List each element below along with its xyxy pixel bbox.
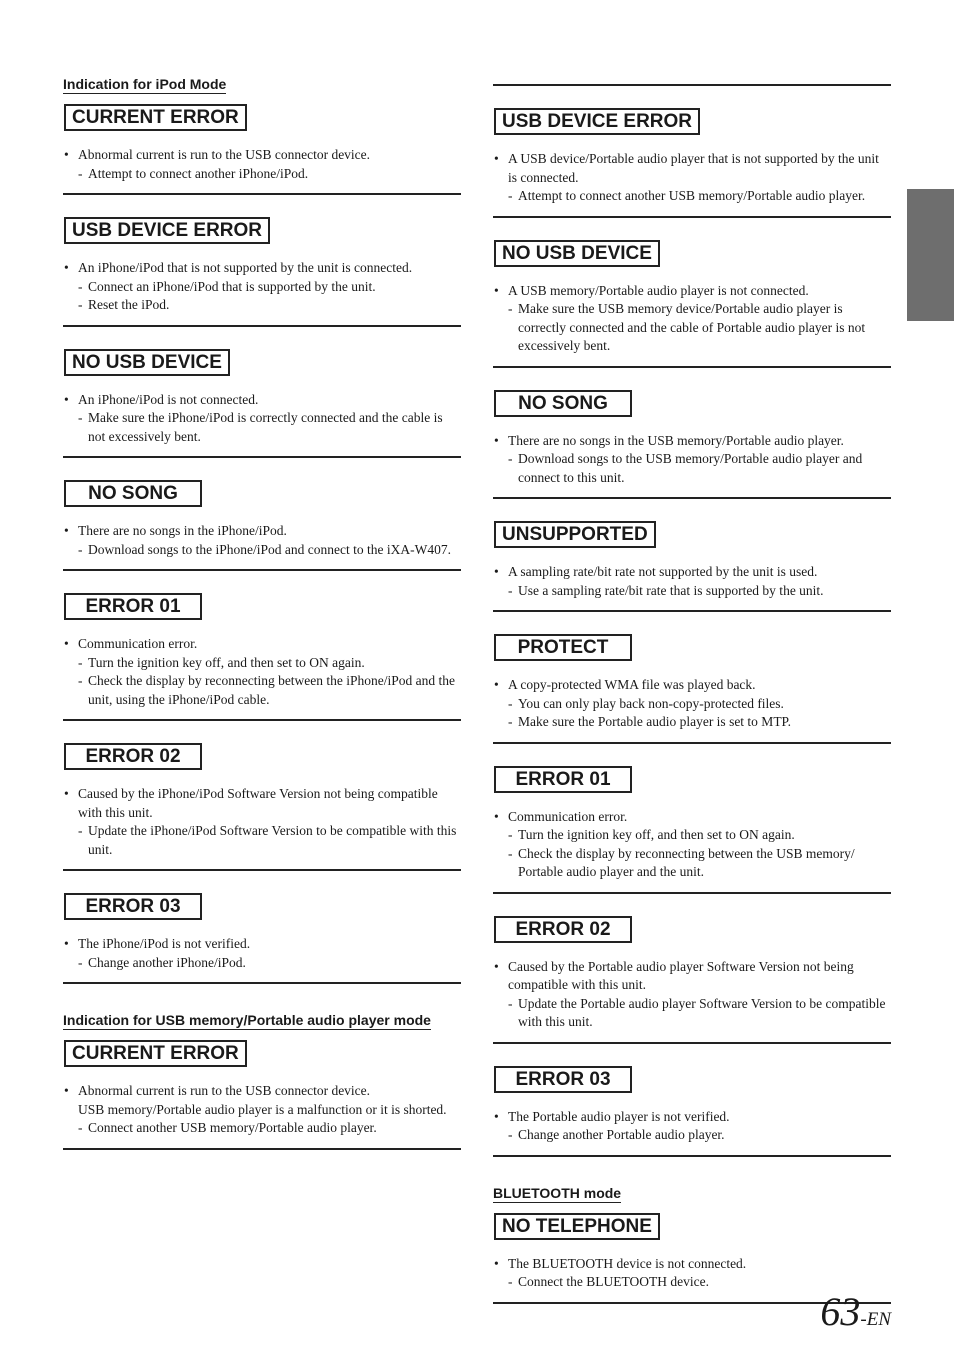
remedy-text: Attempt to connect another iPhone/iPod.: [88, 165, 309, 181]
cause-item: [63, 1082, 461, 1138]
bullet-icon: •: [494, 432, 499, 448]
remedy-text: Update the iPhone/iPod Software Version to be compatible with this unit.: [88, 823, 457, 857]
dash-marker: -: [78, 654, 83, 670]
bullet-icon: •: [494, 1108, 499, 1124]
cause-text: Abnormal current is run to the USB connector device.: [78, 147, 371, 162]
remedy-text: Download songs to the USB memory/Portable audio player and connect to this unit.: [518, 451, 863, 485]
usb-sections-left: [63, 1030, 461, 1150]
cause-text: An iPhone/iPod is not connected.: [78, 391, 259, 407]
remedy-item: [508, 582, 891, 601]
dash-marker: -: [78, 541, 83, 557]
remedy-item: [78, 541, 461, 560]
message-section: [63, 721, 461, 871]
remedy-item: [508, 995, 891, 1032]
right-column: [493, 84, 891, 1304]
dash-marker: -: [508, 301, 513, 316]
cause-text: There are no songs in the iPhone/iPod.: [78, 523, 287, 538]
dash-marker: -: [508, 695, 513, 711]
bullet-icon: •: [494, 677, 499, 692]
remedy-text: Check the display by reconnecting between the iPhone/iPod and the unit, using the iPhone/iPod cable.: [88, 673, 456, 707]
error-code-box: NO SONG: [494, 390, 632, 417]
bullet-icon: •: [64, 1083, 69, 1098]
message-section: [493, 218, 891, 368]
message-section: [63, 571, 461, 721]
error-code-box: NO TELEPHONE: [494, 1213, 660, 1240]
cause-item: [63, 391, 461, 447]
error-code-box: ERROR 02: [64, 743, 202, 770]
cause-extra-text: USB memory/Portable audio player is a malfunction or it is shorted.: [78, 1101, 447, 1117]
cause-text: A sampling rate/bit rate not supported by the unit is used.: [508, 564, 818, 579]
cause-list: [493, 432, 891, 488]
cause-text: The iPhone/iPod is not verified.: [78, 936, 251, 951]
ipod-mode-heading: Indication for iPod Mode: [63, 76, 227, 92]
cause-item: [493, 150, 891, 206]
remedy-item: [508, 187, 891, 206]
cause-item: [63, 522, 461, 559]
cause-list: [63, 635, 461, 709]
remedy-item: [78, 165, 461, 184]
bullet-icon: •: [64, 636, 69, 651]
remedy-item: [78, 296, 461, 315]
error-code-box: NO USB DEVICE: [494, 240, 660, 267]
cause-list: [63, 146, 461, 183]
side-tab-marker: [907, 189, 954, 321]
cause-text: A USB device/Portable audio player that is not supported by the unit is connected.: [508, 151, 879, 185]
cause-item: [493, 282, 891, 356]
error-code-box: ERROR 03: [64, 893, 202, 920]
remedy-text: Reset the iPod.: [88, 297, 170, 312]
remedy-item: [508, 450, 891, 487]
message-section: [63, 1030, 461, 1150]
dash-marker: -: [78, 673, 83, 688]
cause-text: The Portable audio player is not verified.: [508, 1108, 730, 1124]
remedy-text: Connect another USB memory/Portable audio player.: [88, 1120, 377, 1135]
cause-item: [493, 563, 891, 600]
cause-list: [63, 935, 461, 972]
cause-item: [63, 259, 461, 315]
bluetooth-mode-heading: BLUETOOTH mode: [493, 1184, 622, 1201]
cause-item: [493, 676, 891, 732]
dash-marker: -: [78, 165, 83, 181]
remedy-text: Make sure the iPhone/iPod is correctly connected and the cable is not excessively bent.: [88, 410, 443, 444]
error-code-box: ERROR 03: [494, 1066, 632, 1093]
cause-list: [493, 563, 891, 600]
error-code-box: NO SONG: [64, 480, 202, 507]
dash-marker: -: [508, 827, 513, 842]
cause-list: [493, 282, 891, 356]
cause-list: [493, 958, 891, 1032]
remedy-text: Turn the ignition key off, and then set to ON again.: [88, 654, 365, 670]
cause-list: [493, 1255, 891, 1292]
error-code-box: CURRENT ERROR: [64, 104, 247, 131]
cause-item: [63, 935, 461, 972]
message-section: [493, 1044, 891, 1157]
page-number-value: 63: [820, 1289, 861, 1334]
remedy-text: Check the display by reconnecting between the USB memory/ Portable audio player and the unit.: [518, 845, 855, 879]
cause-list: [493, 150, 891, 206]
cause-item: [63, 146, 461, 183]
cause-list: [63, 391, 461, 447]
error-code-box: USB DEVICE ERROR: [64, 217, 270, 244]
dash-marker: -: [508, 845, 513, 861]
remedy-text: Use a sampling rate/bit rate that is supported by the unit.: [518, 582, 824, 598]
remedy-item: [78, 409, 461, 446]
ipod-sections: [63, 94, 461, 984]
remedy-list: [508, 582, 891, 601]
cause-list: [63, 522, 461, 559]
remedy-list: [78, 165, 461, 184]
cause-text: Communication error.: [78, 636, 198, 651]
bullet-icon: •: [64, 260, 69, 275]
bullet-icon: •: [64, 523, 69, 538]
cause-text: A copy-protected WMA file was played back.: [508, 677, 756, 692]
usb-sections-right: [493, 86, 891, 1157]
error-code-box: ERROR 01: [64, 593, 202, 620]
bullet-icon: •: [64, 786, 69, 801]
remedy-list: [508, 995, 891, 1032]
dash-marker: -: [508, 995, 513, 1011]
remedy-text: Make sure the USB memory device/Portable audio player is correctly connected and the cable of Portable audio player is not excessively bent.: [518, 301, 866, 353]
bullet-icon: •: [494, 808, 499, 824]
remedy-text: Change another Portable audio player.: [518, 1127, 725, 1142]
remedy-list: [78, 822, 461, 859]
cause-item: [493, 958, 891, 1032]
message-section: [493, 368, 891, 500]
remedy-text: Attempt to connect another USB memory/Portable audio player.: [518, 188, 866, 203]
bullet-icon: •: [494, 282, 499, 298]
cause-text: A USB memory/Portable audio player is not connected.: [508, 282, 809, 298]
remedy-item: [508, 1126, 891, 1145]
remedy-list: [508, 187, 891, 206]
dash-marker: -: [508, 451, 513, 466]
dash-marker: -: [78, 954, 83, 970]
remedy-text: Update the Portable audio player Software Version to be compatible with this unit.: [518, 995, 886, 1029]
remedy-list: [78, 409, 461, 446]
error-code-box: PROTECT: [494, 634, 632, 661]
cause-text: An iPhone/iPod that is not supported by the unit is connected.: [78, 260, 413, 275]
dash-marker: -: [508, 188, 513, 203]
cause-list: [63, 1082, 461, 1138]
message-section: [63, 94, 461, 195]
remedy-text: Connect the BLUETOOTH device.: [518, 1274, 709, 1289]
error-code-box: UNSUPPORTED: [494, 521, 656, 548]
message-section: [63, 871, 461, 984]
remedy-text: Connect an iPhone/iPod that is supported by the unit.: [88, 278, 376, 294]
cause-item: [493, 1255, 891, 1292]
error-code-box: NO USB DEVICE: [64, 349, 230, 376]
dash-marker: -: [78, 278, 83, 294]
remedy-list: [78, 954, 461, 973]
remedy-item: [508, 826, 891, 845]
dash-marker: -: [508, 1127, 513, 1142]
cause-list: [493, 676, 891, 732]
remedy-item: [508, 695, 891, 714]
message-section: [63, 327, 461, 459]
cause-text: The BLUETOOTH device is not connected.: [508, 1255, 747, 1271]
remedy-item: [78, 954, 461, 973]
dash-marker: -: [78, 823, 83, 838]
error-code-box: CURRENT ERROR: [64, 1040, 247, 1067]
remedy-text: You can only play back non-copy-protected files.: [518, 695, 784, 711]
message-section: [493, 499, 891, 612]
dash-marker: -: [78, 1120, 83, 1135]
cause-item: [493, 1108, 891, 1145]
dash-marker: -: [508, 714, 513, 729]
remedy-list: [508, 450, 891, 487]
remedy-list: [78, 1119, 461, 1138]
remedy-list: [78, 541, 461, 560]
message-section: [493, 612, 891, 744]
error-code-box: ERROR 01: [494, 766, 632, 793]
cause-text: There are no songs in the USB memory/Portable audio player.: [508, 432, 844, 448]
message-section: [63, 458, 461, 571]
bullet-icon: •: [494, 151, 499, 166]
page-number: [820, 1288, 891, 1335]
cause-text: Caused by the Portable audio player Software Version not being compatible with this unit.: [508, 958, 854, 992]
left-column: [63, 76, 461, 1150]
remedy-list: [508, 826, 891, 882]
dash-marker: -: [508, 582, 513, 598]
message-section: [63, 195, 461, 327]
bullet-icon: •: [494, 958, 499, 974]
usb-mode-heading: Indication for USB memory/Portable audio player mode: [63, 1012, 431, 1028]
cause-item: [63, 635, 461, 709]
cause-item: [493, 808, 891, 882]
bullet-icon: •: [494, 1255, 499, 1271]
remedy-item: [508, 713, 891, 732]
remedy-list: [78, 278, 461, 315]
bullet-icon: •: [64, 936, 69, 951]
remedy-text: Turn the ignition key off, and then set to ON again.: [518, 827, 795, 842]
error-code-box: ERROR 02: [494, 916, 632, 943]
cause-item: [63, 785, 461, 859]
dash-marker: -: [78, 297, 83, 312]
remedy-text: Make sure the Portable audio player is set to MTP.: [518, 714, 791, 729]
remedy-item: [78, 654, 461, 673]
remedy-text: Download songs to the iPhone/iPod and connect to the iXA-W407.: [88, 541, 451, 557]
remedy-text: Change another iPhone/iPod.: [88, 954, 246, 970]
message-section: [493, 744, 891, 894]
cause-item: [493, 432, 891, 488]
cause-text: Caused by the iPhone/iPod Software Version not being compatible with this unit.: [78, 786, 438, 820]
error-code-box: USB DEVICE ERROR: [494, 108, 700, 135]
remedy-list: [508, 695, 891, 732]
remedy-item: [78, 278, 461, 297]
remedy-list: [508, 300, 891, 356]
dash-marker: -: [78, 410, 83, 425]
page-number-suffix: -EN: [860, 1309, 891, 1330]
bullet-icon: •: [64, 391, 69, 407]
cause-list: [493, 1108, 891, 1145]
cause-list: [63, 785, 461, 859]
remedy-item: [508, 300, 891, 356]
remedy-item: [78, 672, 461, 709]
remedy-list: [508, 1126, 891, 1145]
message-section: [493, 86, 891, 218]
bullet-icon: •: [64, 147, 69, 162]
bullet-icon: •: [494, 564, 499, 579]
remedy-list: [78, 654, 461, 710]
message-section: [493, 894, 891, 1044]
remedy-item: [78, 1119, 461, 1138]
cause-text: Communication error.: [508, 808, 628, 824]
cause-list: [63, 259, 461, 315]
dash-marker: -: [508, 1274, 513, 1289]
cause-list: [493, 808, 891, 882]
remedy-item: [78, 822, 461, 859]
remedy-item: [508, 845, 891, 882]
cause-text: Abnormal current is run to the USB connector device.: [78, 1083, 371, 1098]
